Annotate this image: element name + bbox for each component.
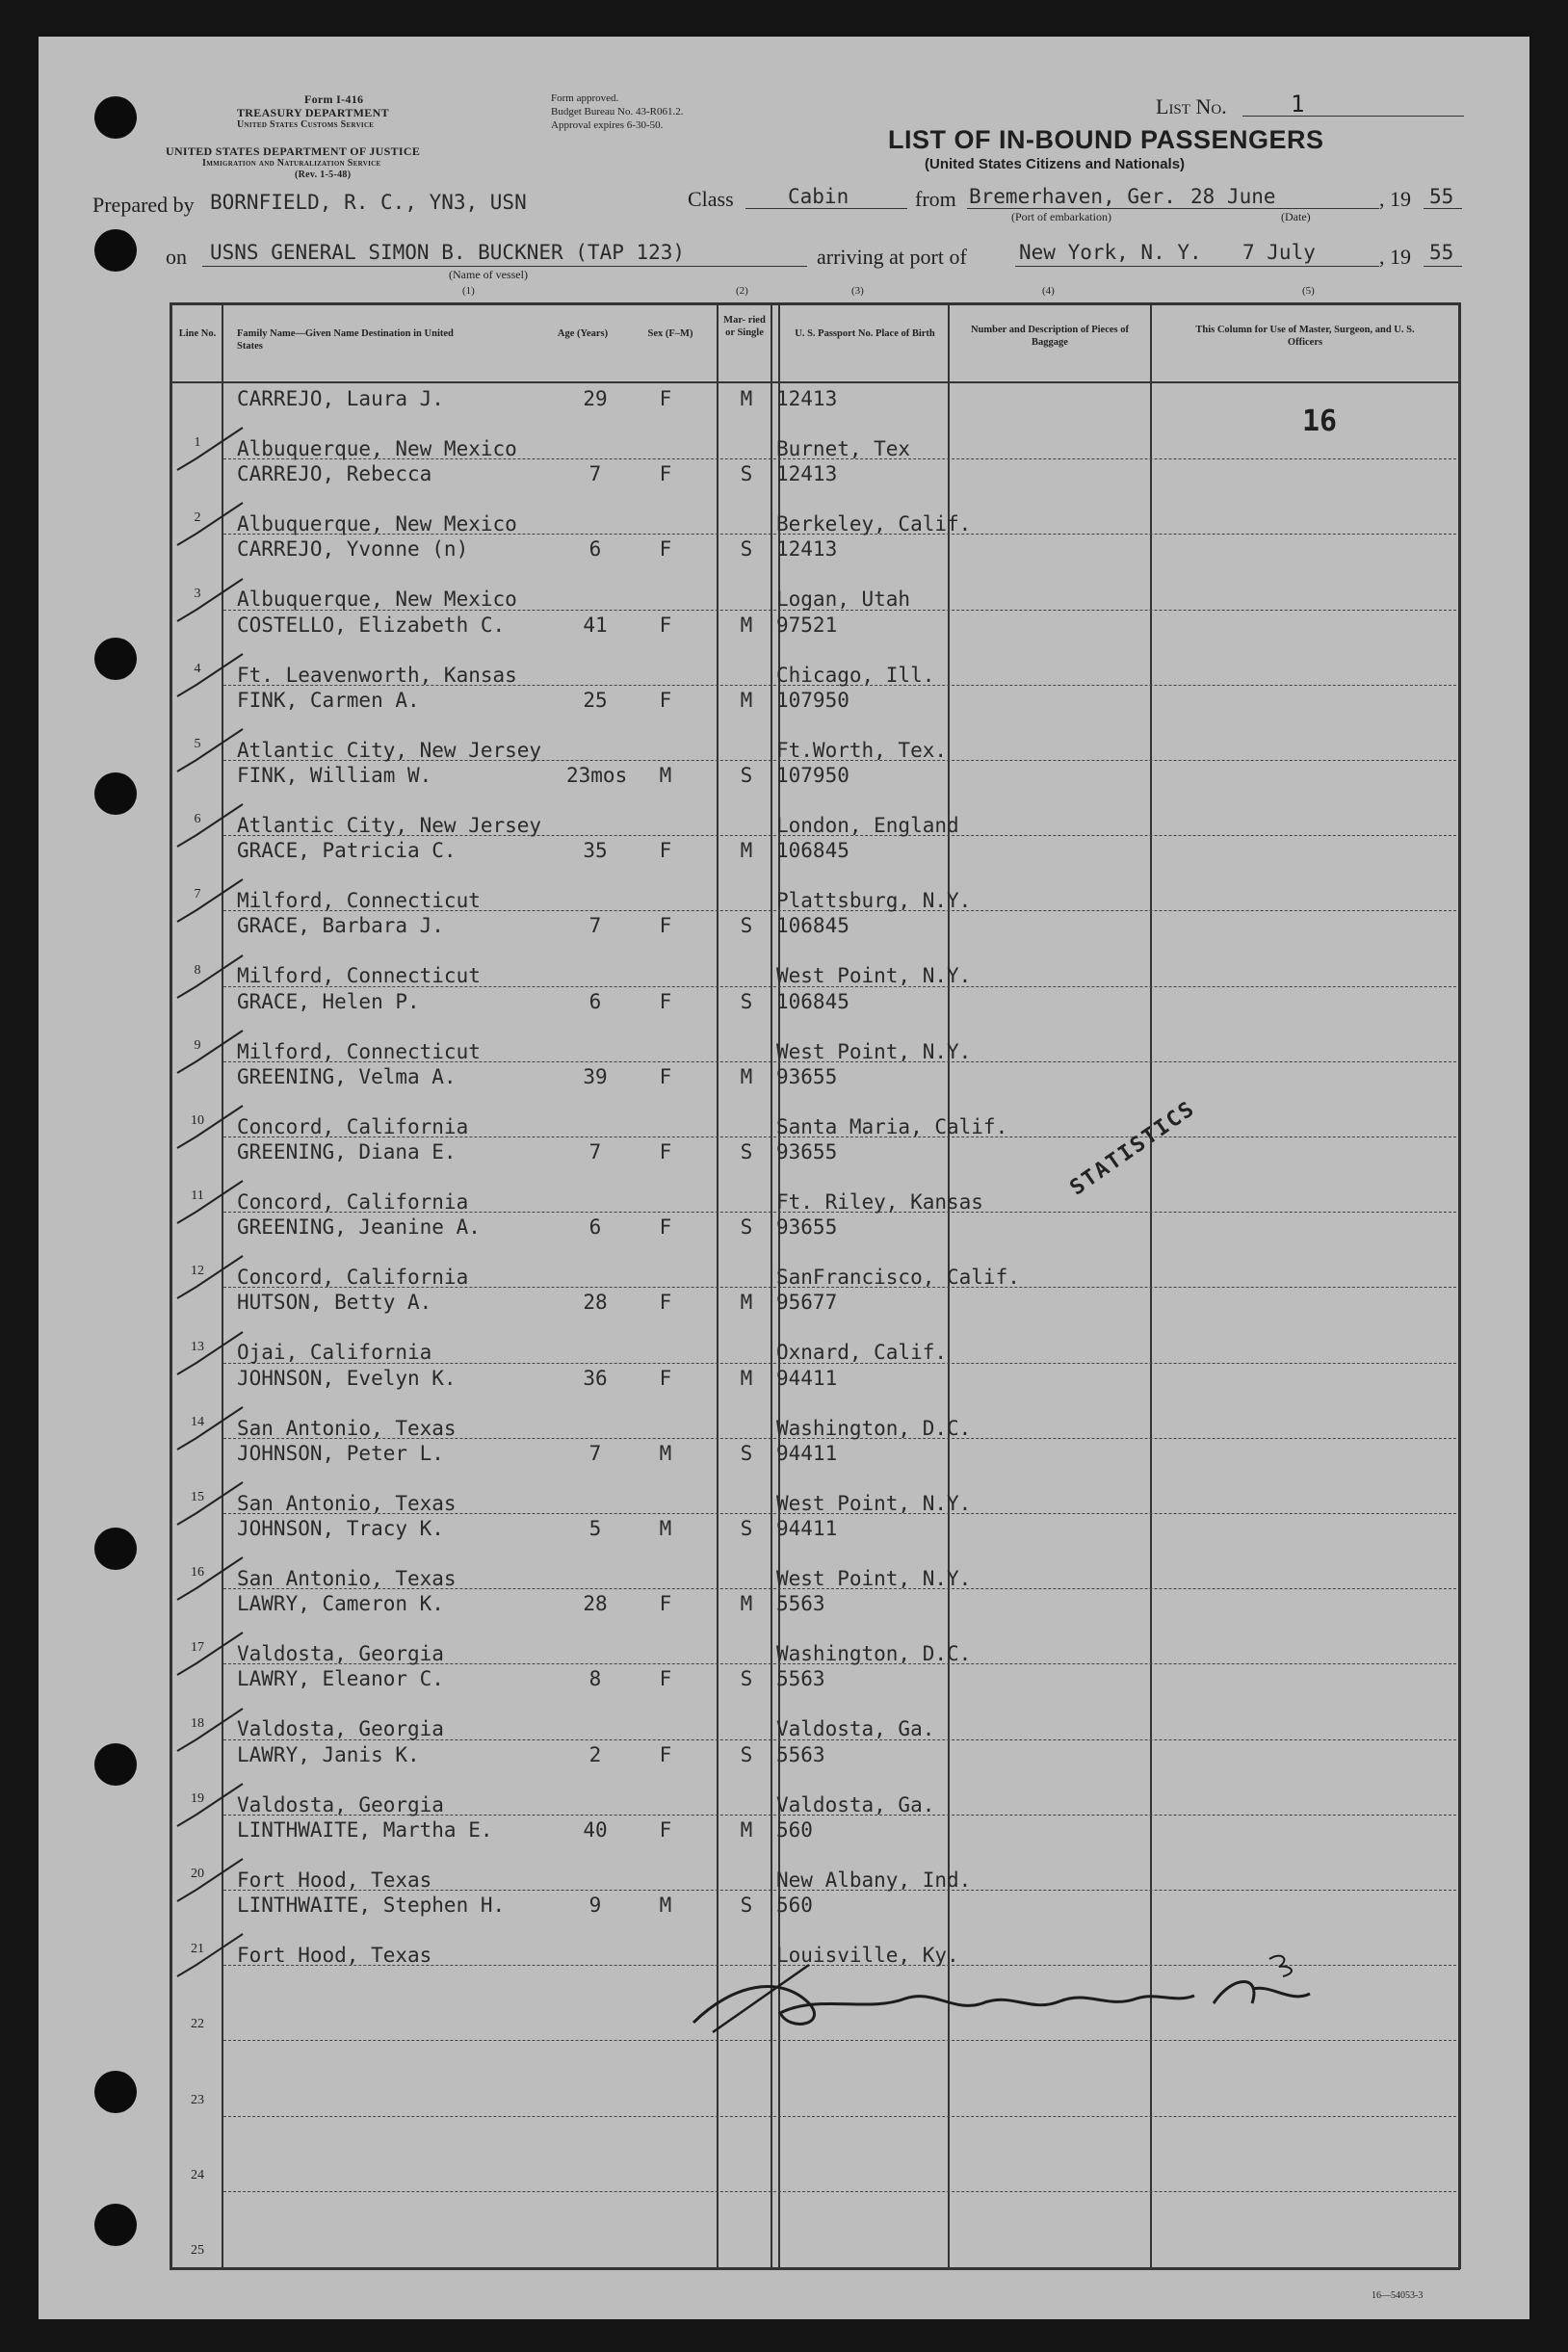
destination: Fort Hood, Texas xyxy=(237,1944,432,1967)
passenger-sex: F xyxy=(659,387,672,410)
marital-status: M xyxy=(740,1817,753,1842)
binder-hole xyxy=(94,638,137,680)
passenger-name: GRACE, Patricia C. xyxy=(237,839,457,863)
passenger-age: 6 xyxy=(588,989,602,1013)
destination: Ojai, California xyxy=(237,1341,432,1365)
place-of-birth: Washington, D.C. xyxy=(776,1642,972,1666)
passport-number: 93655 xyxy=(776,1140,838,1163)
marital-status: M xyxy=(740,1291,753,1315)
passport-number: 107950 xyxy=(776,688,849,712)
col-header-passport: U. S. Passport No. Place of Birth xyxy=(795,328,935,339)
on-label: on xyxy=(166,245,187,269)
place-of-birth: Logan, Utah xyxy=(776,588,911,612)
vessel-caption: (Name of vessel) xyxy=(449,268,528,281)
marital-status: S xyxy=(740,537,753,562)
passenger-age: 7 xyxy=(588,1140,602,1163)
col-header-officers: This Column for Use of Master, Surgeon, and U. S. Officers xyxy=(1195,325,1415,348)
marital-status: S xyxy=(740,1441,753,1465)
passenger-age: 29 xyxy=(583,387,608,410)
marital-status: S xyxy=(740,462,753,486)
col-number-4: (4) xyxy=(1042,285,1055,297)
line-number: 18 xyxy=(191,1715,204,1731)
binder-hole xyxy=(94,2204,137,2246)
passenger-sex: F xyxy=(659,688,672,712)
passenger-name: JOHNSON, Tracy K. xyxy=(237,1517,444,1540)
officer-count: 16 xyxy=(1302,405,1338,438)
passenger-name: HUTSON, Betty A. xyxy=(237,1291,432,1315)
destination: Milford, Connecticut xyxy=(237,889,481,913)
passport-number: 97521 xyxy=(776,613,838,637)
col-header-name: Family Name—Given Name Destination in United States xyxy=(237,328,454,352)
passenger-age: 28 xyxy=(583,1592,608,1616)
binder-hole xyxy=(94,1743,137,1786)
class-label: Class xyxy=(688,187,734,211)
place-of-birth: Ft. Riley, Kansas xyxy=(776,1190,983,1214)
footer-form-code: 16—54053-3 xyxy=(1372,2290,1424,2301)
passenger-name: LAWRY, Cameron K. xyxy=(237,1592,444,1616)
destination: Valdosta, Georgia xyxy=(237,1642,444,1666)
marital-status: M xyxy=(740,1064,753,1088)
list-no-blank xyxy=(1242,116,1464,117)
line-number: 10 xyxy=(191,1113,204,1128)
year-prefix-1: , 19 xyxy=(1379,187,1411,211)
marital-status: S xyxy=(740,1517,753,1540)
passenger-age: 40 xyxy=(583,1817,608,1842)
line-number: 19 xyxy=(191,1790,204,1806)
passenger-age: 28 xyxy=(583,1291,608,1315)
destination: Albuquerque, New Mexico xyxy=(237,588,517,612)
marital-status: M xyxy=(740,1366,753,1390)
passenger-age: 8 xyxy=(588,1667,602,1691)
table-top-border xyxy=(170,302,1460,305)
marital-status: M xyxy=(740,688,753,712)
line-number: 7 xyxy=(194,887,201,902)
passenger-age: 6 xyxy=(588,1215,602,1240)
passenger-age: 7 xyxy=(588,914,602,938)
passenger-age: 6 xyxy=(588,537,602,562)
passenger-sex: M xyxy=(659,764,672,787)
line-number: 22 xyxy=(191,2017,204,2032)
line-number: 4 xyxy=(194,661,201,676)
destination: San Antonio, Texas xyxy=(237,1491,457,1515)
marital-status: S xyxy=(740,914,753,938)
embark-date-caption: (Date) xyxy=(1281,210,1311,223)
passenger-name: GRACE, Helen P. xyxy=(237,989,420,1013)
col-header-age: Age (Years) xyxy=(557,328,609,339)
line-number: 13 xyxy=(191,1339,204,1354)
passenger-sex: M xyxy=(659,1894,672,1917)
marital-status: S xyxy=(740,1667,753,1691)
passenger-sex: F xyxy=(659,1742,672,1766)
place-of-birth: West Point, N.Y. xyxy=(776,1567,972,1590)
passenger-sex: F xyxy=(659,462,672,486)
line-number: 16 xyxy=(191,1565,204,1581)
destination: Albuquerque, New Mexico xyxy=(237,512,517,536)
approval-line-2: Budget Bureau No. 43-R061.2. xyxy=(551,106,684,118)
passenger-sex: F xyxy=(659,989,672,1013)
binder-hole xyxy=(94,96,137,139)
line-number: 24 xyxy=(191,2167,204,2182)
line-number: 8 xyxy=(194,962,201,978)
line-number: 2 xyxy=(194,510,201,526)
passenger-name: JOHNSON, Peter L. xyxy=(237,1441,444,1465)
passport-number: 93655 xyxy=(776,1215,838,1240)
line-number: 12 xyxy=(191,1264,204,1279)
place-of-birth: West Point, N.Y. xyxy=(776,1491,972,1515)
marital-status: M xyxy=(740,1592,753,1616)
marital-status: S xyxy=(740,1215,753,1240)
page-subtitle: (United States Citizens and Nationals) xyxy=(925,156,1186,172)
destination: Valdosta, Georgia xyxy=(237,1717,444,1741)
line-number: 25 xyxy=(191,2243,204,2258)
binder-hole xyxy=(94,229,137,272)
passenger-age: 7 xyxy=(588,1441,602,1465)
arriving-label: arriving at port of xyxy=(817,245,967,269)
line-number: 5 xyxy=(194,737,201,751)
passport-number: 560 xyxy=(776,1817,813,1842)
destination: Concord, California xyxy=(237,1266,469,1290)
passenger-sex: F xyxy=(659,1592,672,1616)
col-header-married: Mar- ried or Single xyxy=(723,315,766,338)
col-number-5: (5) xyxy=(1302,285,1315,297)
passport-number: 12413 xyxy=(776,387,838,410)
destination: Valdosta, Georgia xyxy=(237,1792,444,1816)
customs-service: United States Customs Service xyxy=(237,119,375,130)
year-prefix-2: , 19 xyxy=(1379,245,1411,269)
binder-hole xyxy=(94,2071,137,2113)
embark-date-value: 28 June xyxy=(1190,185,1276,208)
passenger-age: 25 xyxy=(583,688,608,712)
passenger-name: CARREJO, Yvonne (n) xyxy=(237,537,469,562)
header-bottom-border xyxy=(170,381,1460,383)
arrival-port-value: New York, N. Y. xyxy=(1019,241,1202,264)
passport-number: 5563 xyxy=(776,1742,825,1766)
passport-number: 94411 xyxy=(776,1517,838,1540)
treasury-dept: TREASURY DEPARTMENT xyxy=(237,106,389,119)
line-number: 14 xyxy=(191,1414,204,1429)
approval-line-3: Approval expires 6-30-50. xyxy=(551,119,664,131)
prepared-label: Prepared by xyxy=(92,193,195,217)
place-of-birth: West Point, N.Y. xyxy=(776,1039,972,1063)
col-number-1: (1) xyxy=(462,285,475,297)
passenger-sex: F xyxy=(659,1064,672,1088)
marital-status: M xyxy=(740,387,753,410)
passport-number: 12413 xyxy=(776,537,838,562)
line-number: 20 xyxy=(191,1867,204,1881)
binder-hole xyxy=(94,1528,137,1570)
marital-status: M xyxy=(740,839,753,863)
destination: Concord, California xyxy=(237,1114,469,1138)
passenger-age: 5 xyxy=(588,1517,602,1540)
line-number: 21 xyxy=(191,1942,204,1957)
passenger-name: COSTELLO, Elizabeth C. xyxy=(237,613,506,637)
embark-blank xyxy=(967,208,1379,209)
line-number: 11 xyxy=(191,1189,204,1204)
place-of-birth: Valdosta, Ga. xyxy=(776,1717,935,1741)
place-of-birth: Oxnard, Calif. xyxy=(776,1341,948,1365)
passenger-age: 36 xyxy=(583,1366,608,1390)
place-of-birth: Louisville, Ky. xyxy=(776,1944,959,1967)
from-label: from xyxy=(915,187,956,211)
justice-dept: UNITED STATES DEPARTMENT OF JUSTICE xyxy=(166,144,421,158)
passenger-sex: F xyxy=(659,1366,672,1390)
year-blank-1 xyxy=(1424,208,1462,209)
class-blank xyxy=(745,208,907,209)
passport-number: 94411 xyxy=(776,1366,838,1390)
table-left-border xyxy=(170,302,172,2269)
list-no-label: List No. xyxy=(1156,94,1227,118)
destination: Atlantic City, New Jersey xyxy=(237,738,542,762)
passenger-age: 7 xyxy=(588,462,602,486)
table-bottom-border xyxy=(170,2267,1460,2270)
place-of-birth: Chicago, Ill. xyxy=(776,663,935,687)
place-of-birth: Berkeley, Calif. xyxy=(776,512,972,536)
place-of-birth: London, England xyxy=(776,814,959,837)
destination: Atlantic City, New Jersey xyxy=(237,814,542,837)
year-blank-2 xyxy=(1424,266,1462,267)
passport-number: 5563 xyxy=(776,1667,825,1691)
passenger-age: 2 xyxy=(588,1742,602,1766)
passport-number: 106845 xyxy=(776,914,849,938)
prepared-by-value: BORNFIELD, R. C., YN3, USN xyxy=(210,191,527,214)
arrival-date-value: 7 July xyxy=(1242,241,1316,264)
col-header-sex: Sex (F–M) xyxy=(647,328,693,339)
vessel-value: USNS GENERAL SIMON B. BUCKNER (TAP 123) xyxy=(210,241,686,264)
revision: (Rev. 1-5-48) xyxy=(295,170,352,180)
line-number: 9 xyxy=(194,1037,201,1053)
passenger-name: FINK, William W. xyxy=(237,764,432,787)
destination: Ft. Leavenworth, Kansas xyxy=(237,663,517,687)
ins-service: Immigration and Naturalization Service xyxy=(202,158,381,169)
passport-number: 94411 xyxy=(776,1441,838,1465)
page-title: LIST OF IN-BOUND PASSENGERS xyxy=(888,125,1324,154)
place-of-birth: Valdosta, Ga. xyxy=(776,1792,935,1816)
place-of-birth: West Point, N.Y. xyxy=(776,964,972,988)
destination: Milford, Connecticut xyxy=(237,1039,481,1063)
destination: Milford, Connecticut xyxy=(237,964,481,988)
row-rule xyxy=(223,2116,1456,2117)
passport-number: 560 xyxy=(776,1894,813,1917)
destination: San Antonio, Texas xyxy=(237,1416,457,1440)
passenger-sex: F xyxy=(659,613,672,637)
destination: San Antonio, Texas xyxy=(237,1567,457,1590)
embark-port-caption: (Port of embarkation) xyxy=(1011,210,1111,223)
passport-number: 93655 xyxy=(776,1064,838,1088)
passenger-name: GREENING, Diana E. xyxy=(237,1140,457,1163)
table-right-border xyxy=(1458,302,1461,2269)
passenger-age: 39 xyxy=(583,1064,608,1088)
year-value-2: 55 xyxy=(1429,241,1454,264)
binder-hole xyxy=(94,772,137,815)
line-number: 17 xyxy=(191,1640,204,1656)
place-of-birth: Washington, D.C. xyxy=(776,1416,972,1440)
passenger-sex: F xyxy=(659,1140,672,1163)
passenger-name: LAWRY, Janis K. xyxy=(237,1742,420,1766)
passenger-age: 23mos xyxy=(566,764,628,787)
marital-status: M xyxy=(740,613,753,637)
col-header-baggage: Number and Description of Pieces of Baggage xyxy=(971,325,1129,348)
vessel-blank xyxy=(202,266,807,267)
embark-port-value: Bremerhaven, Ger. xyxy=(969,185,1176,208)
passenger-name: CARREJO, Laura J. xyxy=(237,387,444,410)
arrival-blank xyxy=(1015,266,1379,267)
passenger-name: GREENING, Jeanine A. xyxy=(237,1215,481,1240)
passenger-sex: F xyxy=(659,1215,672,1240)
passenger-sex: F xyxy=(659,839,672,863)
passenger-sex: F xyxy=(659,537,672,562)
place-of-birth: Santa Maria, Calif. xyxy=(776,1114,1008,1138)
passport-number: 5563 xyxy=(776,1592,825,1616)
passenger-sex: M xyxy=(659,1441,672,1465)
line-number: 6 xyxy=(194,812,201,827)
col-number-3: (3) xyxy=(851,285,864,297)
year-value-1: 55 xyxy=(1429,185,1454,208)
destination: Albuquerque, New Mexico xyxy=(237,437,517,460)
officer-signature xyxy=(674,1946,1329,2051)
line-number: 23 xyxy=(191,2092,204,2107)
place-of-birth: Plattsburg, N.Y. xyxy=(776,889,972,913)
place-of-birth: New Albany, Ind. xyxy=(776,1868,972,1892)
passenger-sex: F xyxy=(659,1667,672,1691)
passport-number: 12413 xyxy=(776,462,838,486)
statistics-stamp: STATISTICS xyxy=(1065,1096,1200,1201)
place-of-birth: SanFrancisco, Calif. xyxy=(776,1266,1020,1290)
class-value: Cabin xyxy=(788,185,849,208)
passport-number: 106845 xyxy=(776,989,849,1013)
passenger-age: 35 xyxy=(583,839,608,863)
passenger-sex: F xyxy=(659,1291,672,1315)
passenger-name: CARREJO, Rebecca xyxy=(237,462,432,486)
passenger-name: LAWRY, Eleanor C. xyxy=(237,1667,444,1691)
place-of-birth: Burnet, Tex xyxy=(776,437,911,460)
marital-status: S xyxy=(740,1140,753,1163)
passenger-sex: F xyxy=(659,1817,672,1842)
marital-status: S xyxy=(740,989,753,1013)
passenger-name: FINK, Carmen A. xyxy=(237,688,420,712)
passenger-name: LINTHWAITE, Martha E. xyxy=(237,1817,493,1842)
passenger-sex: F xyxy=(659,914,672,938)
destination: Concord, California xyxy=(237,1190,469,1214)
approval-line-1: Form approved. xyxy=(551,92,619,104)
passport-number: 107950 xyxy=(776,764,849,787)
row-rule xyxy=(223,2191,1456,2192)
marital-status: S xyxy=(740,1894,753,1917)
passenger-name: GRACE, Barbara J. xyxy=(237,914,444,938)
form-number: Form I-416 xyxy=(304,92,364,106)
destination: Fort Hood, Texas xyxy=(237,1868,432,1892)
col-header-line-no: Line No. xyxy=(178,328,217,339)
passenger-name: GREENING, Velma A. xyxy=(237,1064,457,1088)
passenger-name: LINTHWAITE, Stephen H. xyxy=(237,1894,506,1917)
list-no-value: 1 xyxy=(1291,91,1305,118)
marital-status: S xyxy=(740,764,753,787)
passenger-name: JOHNSON, Evelyn K. xyxy=(237,1366,457,1390)
line-number: 15 xyxy=(191,1490,204,1504)
line-number: 3 xyxy=(194,586,201,601)
line-number: 1 xyxy=(194,435,201,451)
passport-number: 95677 xyxy=(776,1291,838,1315)
passport-number: 106845 xyxy=(776,839,849,863)
marital-status: S xyxy=(740,1742,753,1766)
place-of-birth: Ft.Worth, Tex. xyxy=(776,738,948,762)
passenger-sex: M xyxy=(659,1517,672,1540)
passenger-age: 9 xyxy=(588,1894,602,1917)
passenger-age: 41 xyxy=(583,613,608,637)
col-number-2: (2) xyxy=(736,285,748,297)
